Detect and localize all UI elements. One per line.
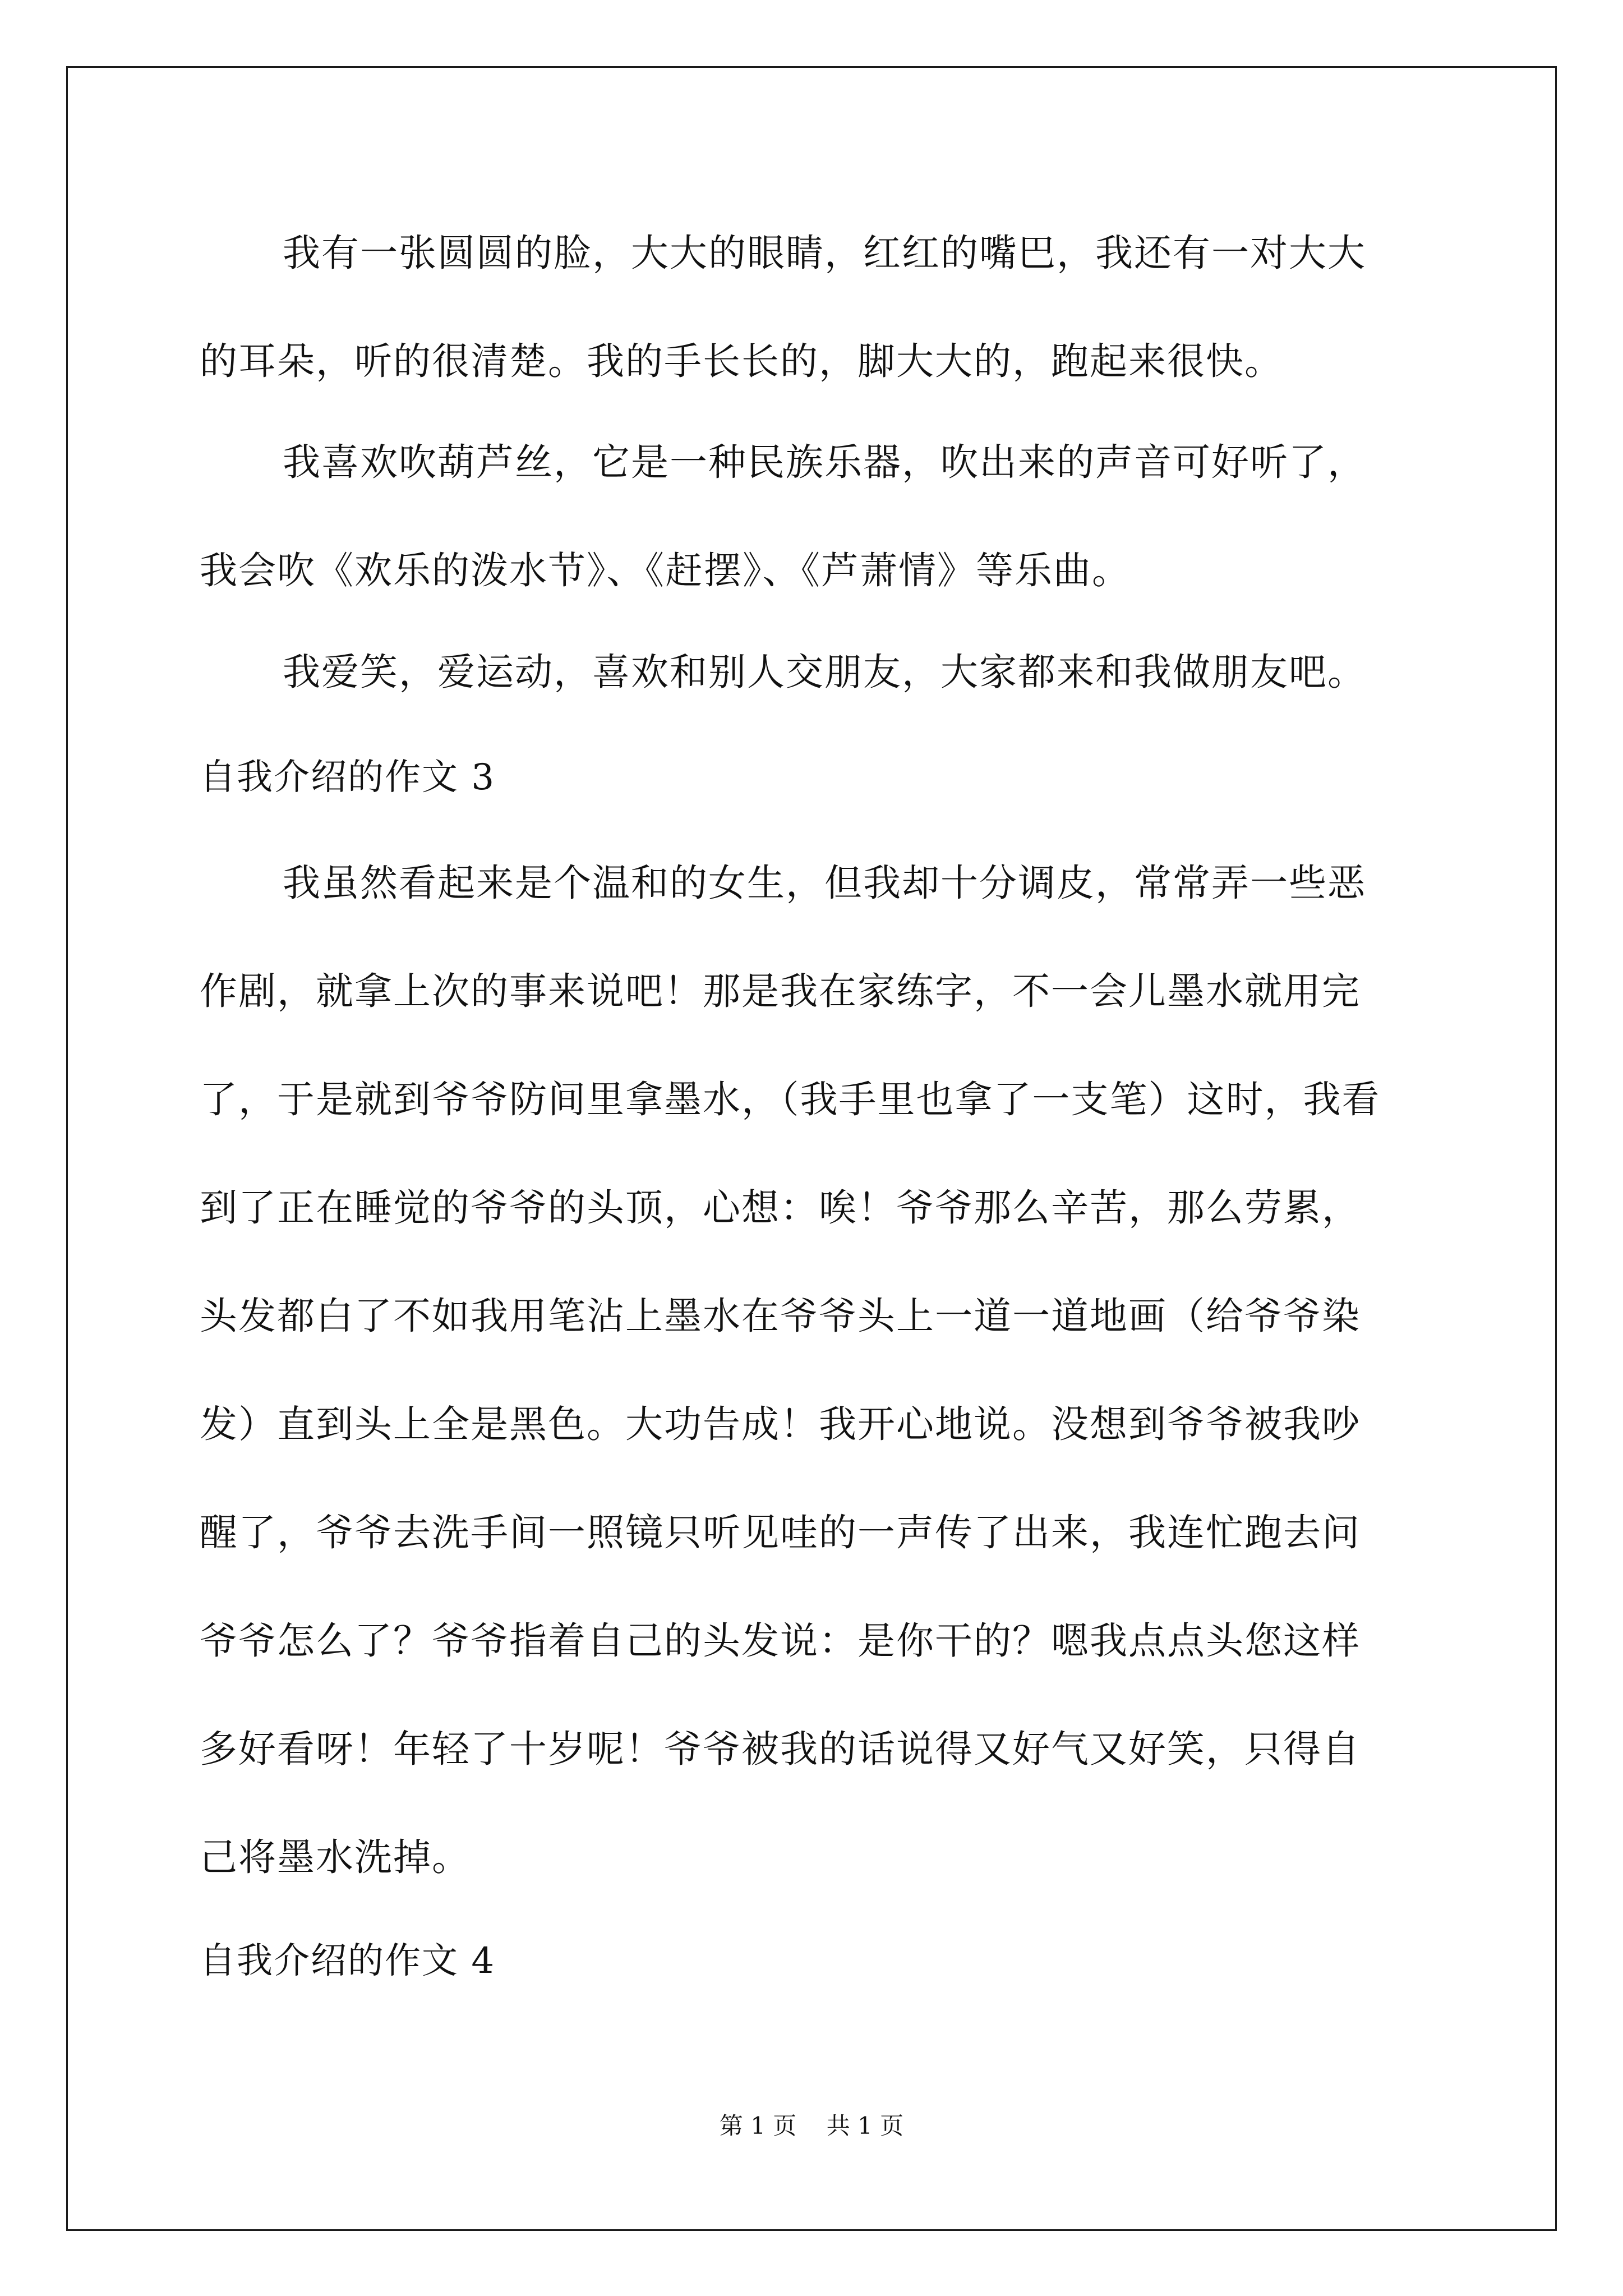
paragraph-line: 的耳朵，听的很清楚。我的手长长的，脚大大的，跑起来很快。	[200, 339, 1283, 383]
paragraph-line: 到了正在睡觉的爷爷的头顶，心想：唉！爷爷那么辛苦，那么劳累，	[200, 1186, 1361, 1230]
paragraph-3	[200, 618, 1433, 726]
paragraph-line: 醒了，爷爷去洗手间一照镜只听见哇的一声传了出来，我连忙跑去问	[200, 1511, 1361, 1554]
paragraph-line: 发）直到头上全是黑色。大功告成！我开心地说。没想到爷爷被我吵	[200, 1402, 1361, 1446]
paragraph-2	[200, 408, 1433, 625]
paragraph-line: 作剧，就拿上次的事来说吧！那是我在家练字，不一会儿墨水就用完	[200, 969, 1361, 1013]
page-total: 共 1 页	[826, 2112, 904, 2139]
paragraph-line: 头发都白了不如我用笔沾上墨水在爷爷头上一道一道地画（给爷爷染	[200, 1294, 1361, 1338]
page-footer	[0, 2109, 1623, 2143]
paragraph-1	[200, 199, 1433, 416]
paragraph-line: 多好看呀！年轻了十岁呢！爷爷被我的话说得又好气又好笑，只得自	[200, 1727, 1361, 1771]
paragraph-4	[200, 829, 1433, 1912]
page-number: 第 1 页	[719, 2112, 797, 2139]
paragraph-line: 我有一张圆圆的脸，大大的眼睛，红红的嘴巴，我还有一对大大	[283, 231, 1366, 275]
paragraph-line: 爷爷怎么了？爷爷指着自己的头发说：是你干的？嗯我点点头您这样	[200, 1619, 1361, 1663]
section-heading-4: 自我介绍的作文 4	[200, 1940, 496, 1982]
paragraph-line: 我喜欢吹葫芦丝，它是一种民族乐器，吹出来的声音可好听了，	[283, 440, 1366, 484]
section-heading-3: 自我介绍的作文 3	[200, 757, 496, 798]
paragraph-line: 了，于是就到爷爷防间里拿墨水，（我手里也拿了一支笔）这时，我看	[200, 1078, 1381, 1121]
paragraph-line: 我虽然看起来是个温和的女生，但我却十分调皮，常常弄一些恶	[283, 861, 1366, 905]
paragraph-line: 我爱笑，爱运动，喜欢和别人交朋友，大家都来和我做朋友吧。	[283, 650, 1366, 694]
paragraph-line: 己将墨水洗掉。	[200, 1835, 471, 1879]
paragraph-line: 我会吹《欢乐的泼水节》、《赶摆》、《芦萧情》等乐曲。	[200, 549, 1131, 592]
